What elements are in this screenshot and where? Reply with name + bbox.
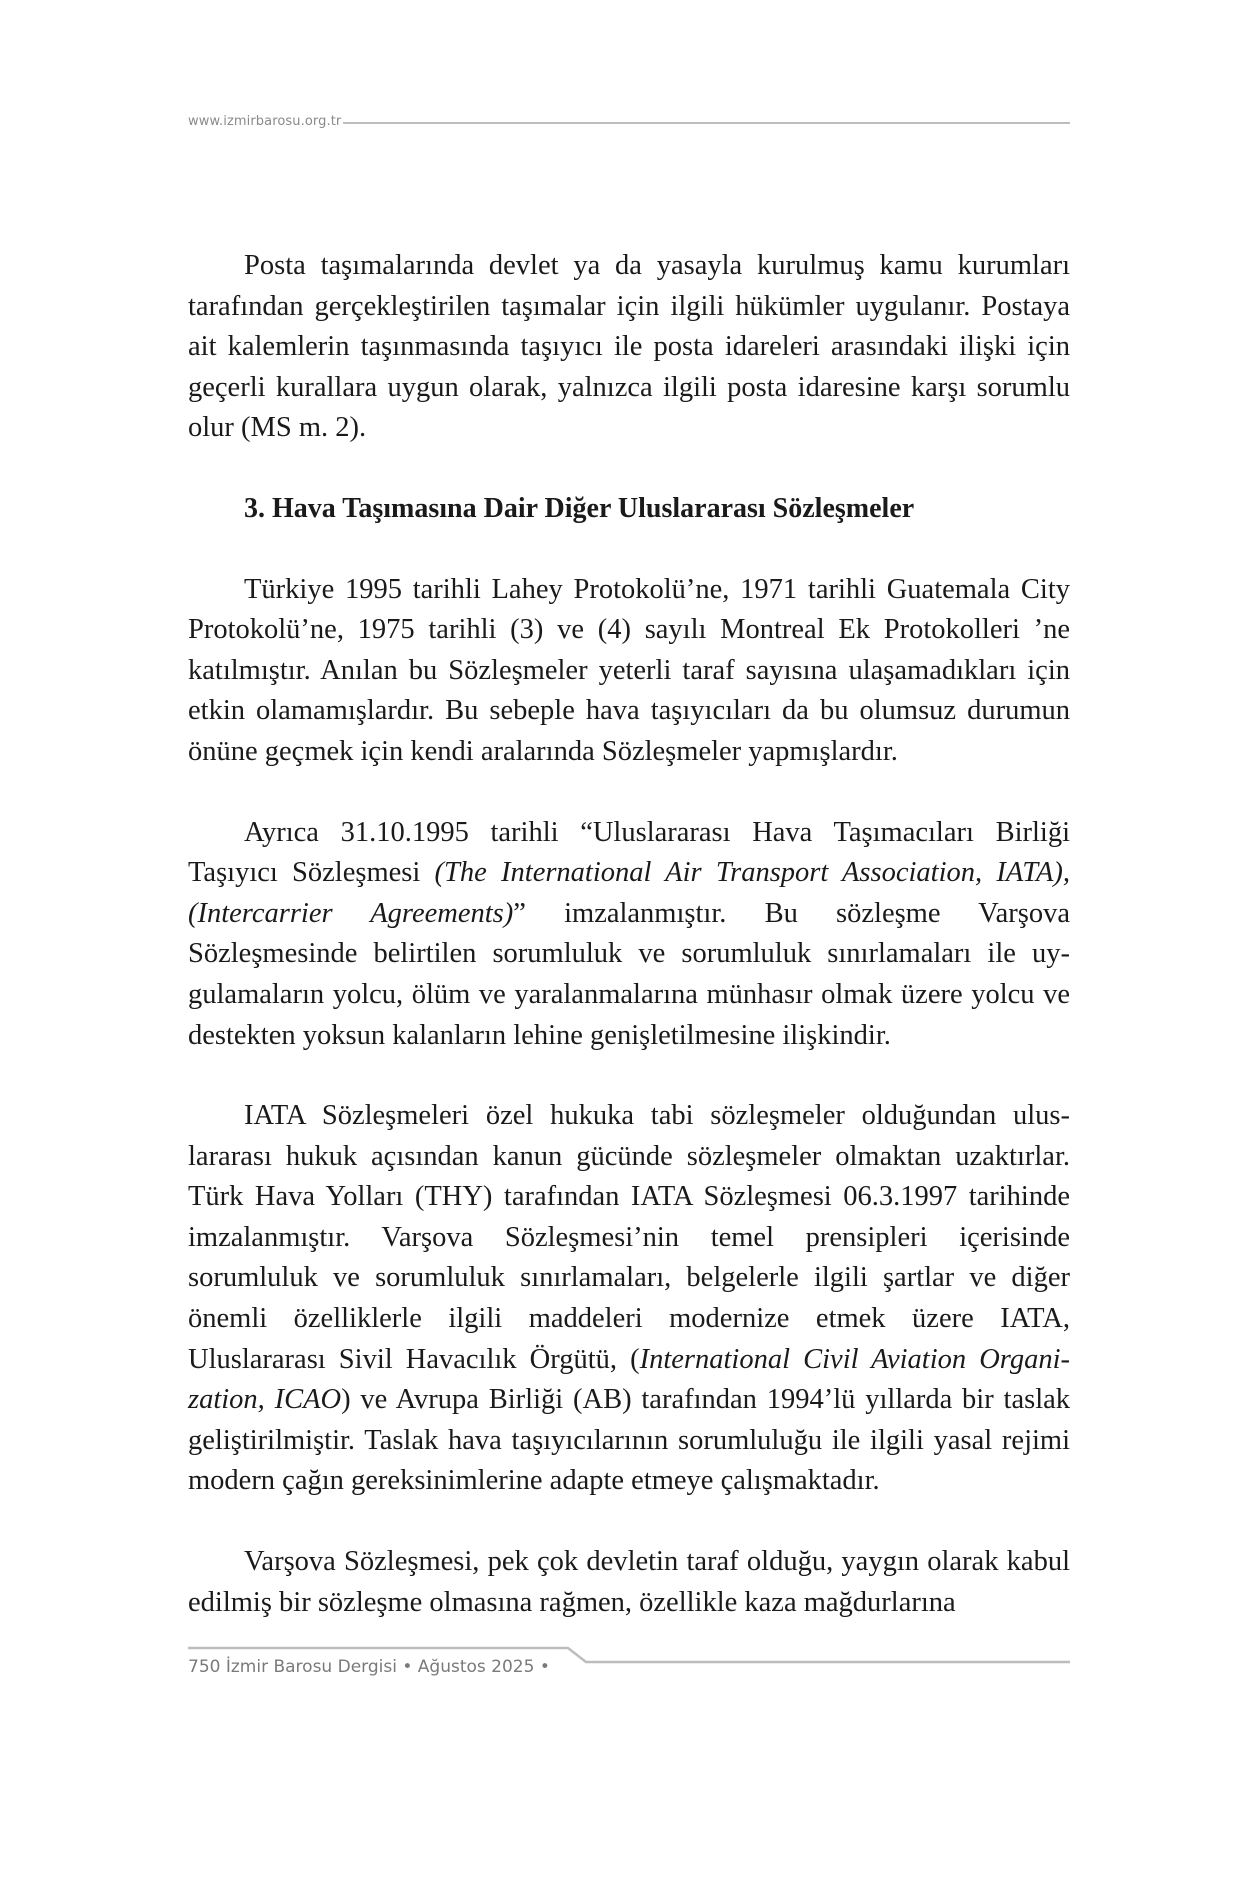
paragraph-warsaw-convention: Varşova Sözleşmesi, pek çok devletin taraf olduğu, yaygın olarak kabul edilmiş bir sözleşme olmasına rağmen, özellikle kaza mağdurlarına	[188, 1546, 1070, 1618]
article-body	[188, 246, 1070, 1623]
footer-text	[188, 1657, 550, 1677]
footer-trailing-bullet: •	[539, 1657, 550, 1677]
issue-date: Ağustos 2025	[417, 1657, 535, 1677]
header-rule	[343, 122, 1070, 124]
paragraph-iata-private-law: IATA Sözleşmeleri özel hukuka tabi sözleşmeler olduğundan uluslararası hukuk açısından kanun gücünde sözleşmeler olmaktan uzaktırlar. Türk Hava Yolları (THY) tarafından IATA Sözleşmesi 06.3.1997 tarihinde imzalanmıştır. Varşova Sözleşmesi’nin temel prensipleri içerisinde sorumluluk ve sorumluluk sınırlamaları, belgelerle ilgili şartlar ve diğer önemli özelliklerle ilgili maddeleri modernize etmek üzere IATA, Uluslararası Sivil Havacılık Örgütü, (International Civil Aviation Organization, ICAO) ve Avrupa Birliği (AB) tarafından 1994’lü yıllarda bir taslak geliştirilmiştir. Taslak hava taşıyıcılarının sorumluluğu ile ilgili yasal rejimi modern çağın gereksinimlerine adapte etmeye çalışmaktadır.	[188, 1100, 1071, 1497]
footer-bullet: •	[402, 1657, 413, 1677]
italic-icao-name: International Civil Aviation Organization, ICAO	[188, 1343, 1071, 1416]
page-number: 750	[188, 1657, 221, 1677]
header-url: www.izmirbarosu.org.tr	[188, 113, 342, 129]
page-header	[188, 111, 1070, 131]
journal-name: İzmir Barosu Dergisi	[225, 1657, 397, 1677]
paragraph-protocols: Türkiye 1995 tarihli Lahey Protokolü’ne, 1971 tarihli Guatemala City Protokolü’ne, 1975 tarihli (3) ve (4) sayılı Montreal Ek Protokolleri ’ne katılmıştır. Anılan bu Sözleşmeler yeterli taraf sayısına ulaşamadıkları için etkin olamamışlardır. Bu sebeple hava taşıyıcıları da bu olumsuz durumun önüne geçmek için kendi aralarında Sözleşmeler yapmışlardır.	[188, 573, 1070, 767]
paragraph-postal-carriage: Posta taşımalarında devlet ya da yasayla kurulmuş kamu kurumları tarafından gerçekleştirilen taşımalar için ilgili hükümler uygulanır. Postaya ait kalemlerin taşınmasında taşıyıcı ile posta idareleri arasındaki ilişki için geçerli kurallara uygun olarak, yalnızca ilgili posta idaresine karşı sorumlu olur (MS m. 2).	[188, 250, 1070, 444]
paragraph-iata-agreement: Ayrıca 31.10.1995 tarihli “Uluslararası Hava Taşımacıları Birliği Taşıyıcı Sözleşmesi (The International Air Transport Association, IATA), (Intercarrier Agreements)” imzalanmıştır. Bu sözleşme Varşova Sözleşmesinde belirtilen sorumluluk ve sorumluluk sınırlamaları ile uygulamaların yolcu, ölüm ve yaralanmalarına münhasır olmak üzere yolcu ve destekten yoksun kalanların lehine genişletilmesine ilişkindir.	[188, 816, 1070, 1051]
italic-iata-name: (The International Air Transport Association, IATA), (Intercarrier Agreements)	[188, 857, 1070, 929]
page-footer	[188, 1640, 1070, 1680]
section-heading: 3. Hava Taşımasına Dair Diğer Uluslararası Sözleşmeler	[244, 492, 915, 524]
